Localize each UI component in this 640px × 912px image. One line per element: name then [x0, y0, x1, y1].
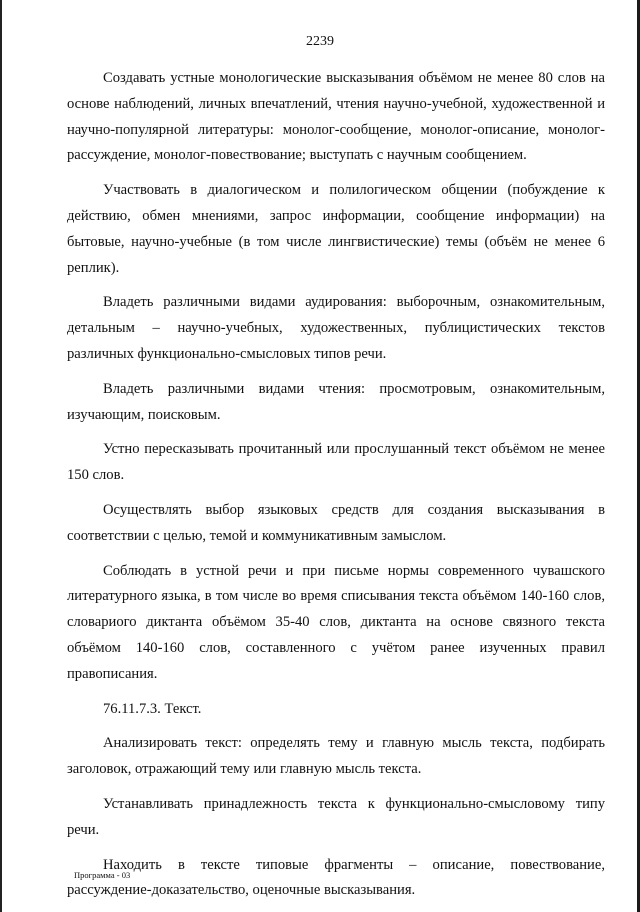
paragraph-dialogue: Участвовать в диалогическом и полилогическом общении (побуждение к действию, обмен мнениями, запрос информации, сообщение информации) на бытовые, научно-учебные (в том числе лингвистические) темы (объём не менее 6 реплик). — [67, 182, 605, 276]
scan-left-edge — [0, 0, 2, 912]
page-number: 2239 — [306, 34, 334, 49]
paragraph-norms: Соблюдать в устной речи и при письме нормы современного чувашского литературного языка, в том числе во время списывания текста объёмом 140-160 слов, словариого диктанта объёмом 35-40 слов, диктанта на основе связного текста объёмом 140-160 слов, составленного с учётом ранее изученных правил правописания. — [67, 562, 605, 682]
page-body — [67, 66, 605, 904]
section-heading-text: 76.11.7.3. Текст. — [103, 700, 202, 717]
paragraph-retelling: Устно пересказывать прочитанный или прослушанный текст объёмом не менее 150 слов. — [67, 441, 605, 484]
paragraph-speech-type: Устанавливать принадлежность текста к функционально-смысловому типу речи. — [67, 795, 605, 838]
paragraph-monologue: Создавать устные монологические высказывания объёмом не менее 80 слов на основе наблюдений, личных впечатлений, чтения научно-учебной, художественной и научно-популярной литературы: монолог-сообщение, монолог-описание, монолог-рассуждение, монолог-повествование; выступать с научным сообщением. — [67, 70, 605, 164]
paragraph-analyze-text: Анализировать текст: определять тему и главную мысль текста, подбирать заголовок, отражающий тему или главную мысль текста. — [67, 735, 605, 778]
paragraph-listening: Владеть различными видами аудирования: выборочным, ознакомительным, детальным – научно-учебных, художественных, публицистических текстов различных функционально-смысловых типов речи. — [67, 294, 605, 362]
footer-program-label: Программа - 03 — [74, 870, 131, 880]
paragraph-fragments: Находить в тексте типовые фрагменты – описание, повествование, рассуждение-доказательство, оценочные высказывания. — [67, 856, 605, 899]
paragraph-language-means: Осуществлять выбор языковых средств для создания высказывания в соответствии с целью, темой и коммуникативным замыслом. — [67, 501, 605, 544]
paragraph-reading: Владеть различными видами чтения: просмотровым, ознакомительным, изучающим, поисковым. — [67, 380, 605, 423]
